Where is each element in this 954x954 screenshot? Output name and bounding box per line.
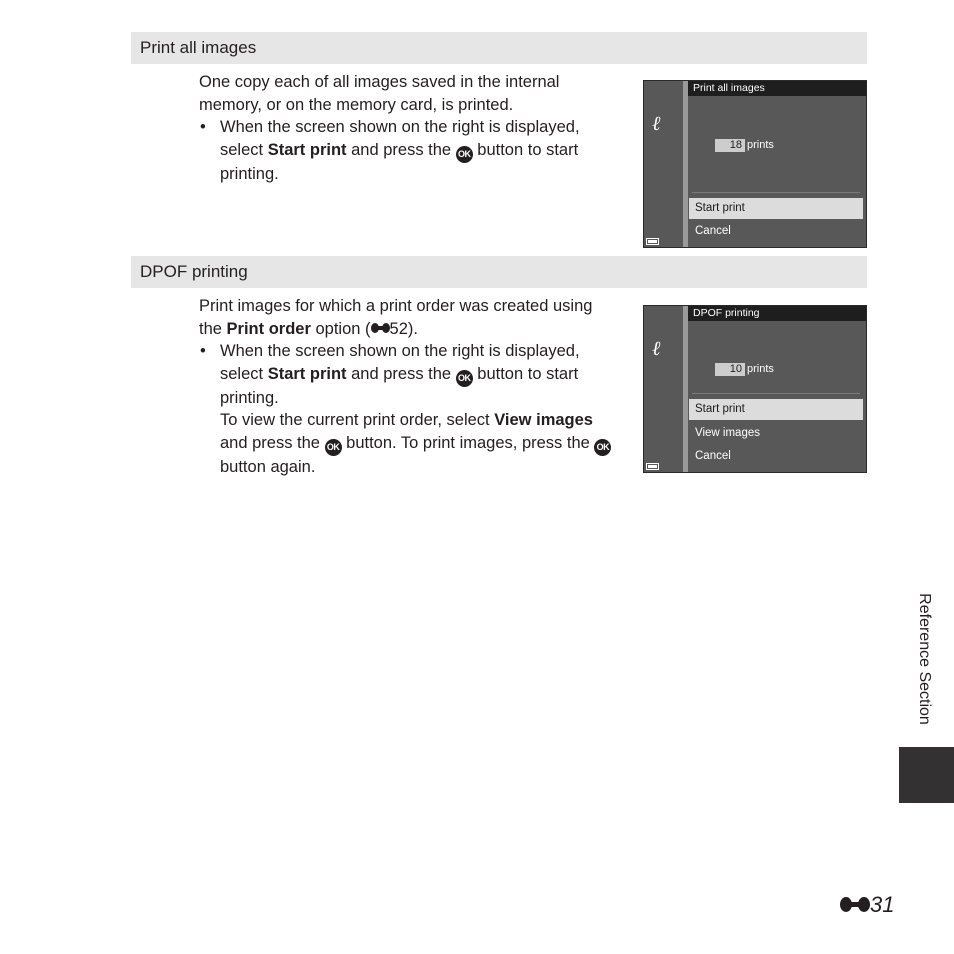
camera-screen-dpof bbox=[643, 305, 867, 473]
screen-title-bar bbox=[688, 306, 866, 321]
printer-icon: ℓ bbox=[652, 336, 661, 360]
section-title: DPOF printing bbox=[140, 262, 248, 281]
print-count-unit: prints bbox=[747, 139, 774, 151]
print-count-field[interactable]: 18 bbox=[715, 139, 745, 152]
battery-icon bbox=[646, 463, 659, 470]
side-tab-block bbox=[899, 747, 954, 803]
menu-item-view-images[interactable]: View images bbox=[695, 427, 760, 439]
bullet-paragraph: • When the screen shown on the right is displayed, select Start print and press the OK button to start printing. bbox=[199, 340, 614, 409]
page-number: 31 bbox=[840, 892, 894, 918]
screen-title-bar bbox=[688, 81, 866, 96]
menu-item-cancel[interactable]: Cancel bbox=[695, 225, 731, 237]
menu-item-start-print[interactable]: Start print bbox=[689, 399, 863, 420]
ok-button-icon: OK bbox=[594, 439, 611, 456]
ok-button-icon: OK bbox=[456, 370, 473, 387]
bullet-paragraph: • When the screen shown on the right is displayed, select Start print and press the OK button to start printing. bbox=[199, 116, 614, 185]
battery-icon bbox=[646, 238, 659, 245]
section-title: Print all images bbox=[140, 38, 257, 57]
print-count-unit: prints bbox=[747, 363, 774, 375]
screen-title: DPOF printing bbox=[693, 307, 760, 319]
printer-icon: ℓ bbox=[652, 111, 661, 135]
ok-button-icon: OK bbox=[325, 439, 342, 456]
menu-item-start-print[interactable]: Start print bbox=[689, 198, 863, 219]
section-heading-print-all bbox=[131, 32, 867, 64]
section-heading-dpof bbox=[131, 256, 867, 288]
reference-section-icon bbox=[840, 897, 870, 912]
side-tab bbox=[911, 588, 931, 738]
screen-sidebar bbox=[644, 81, 683, 247]
screen-title: Print all images bbox=[693, 82, 765, 94]
ok-button-icon: OK bbox=[456, 146, 473, 163]
intro-paragraph: One copy each of all images saved in the internal memory, or on the memory card, is printed. bbox=[199, 73, 560, 114]
side-tab-label: Reference Section bbox=[916, 593, 933, 725]
section-body-dpof bbox=[199, 295, 614, 478]
menu-item-cancel[interactable]: Cancel bbox=[695, 450, 731, 462]
intro-paragraph: Print images for which a print order was created using the Print order option ( 52). bbox=[199, 297, 593, 338]
reference-section-icon bbox=[371, 323, 390, 333]
screen-sidebar bbox=[644, 306, 683, 472]
camera-screen-print-all bbox=[643, 80, 867, 248]
section-body-print-all bbox=[199, 71, 614, 185]
extra-paragraph: To view the current print order, select View images and press the OK button. To print images, press the OK button again. bbox=[199, 409, 614, 478]
print-count-field[interactable]: 10 bbox=[715, 363, 745, 376]
